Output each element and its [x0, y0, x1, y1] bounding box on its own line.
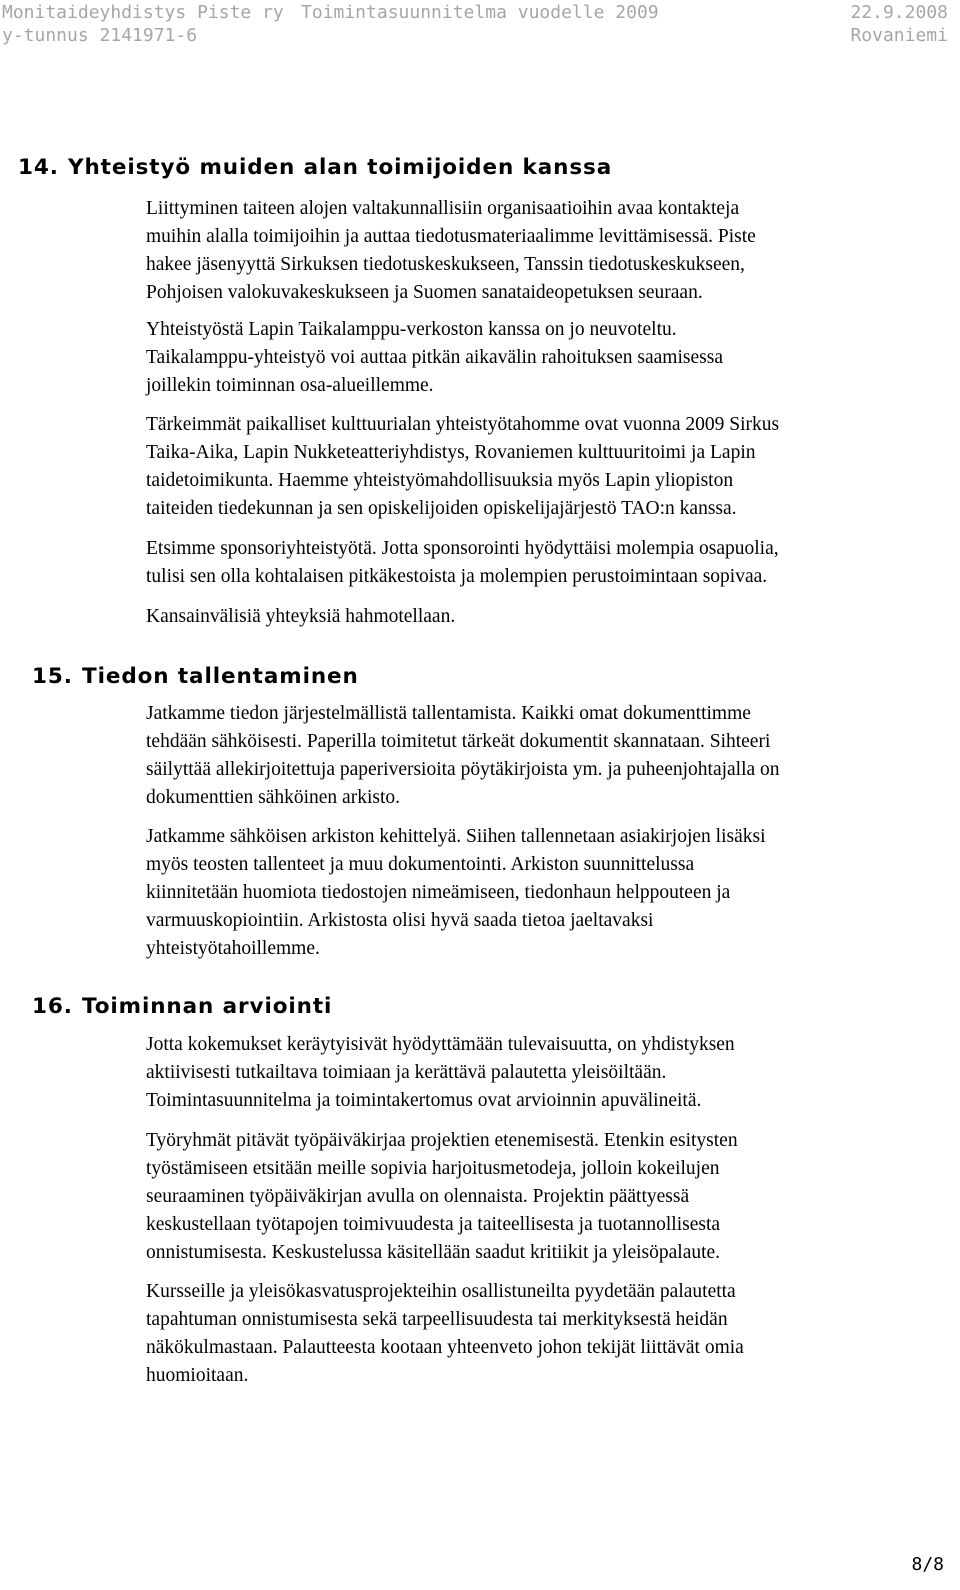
section-14-paragraph-1 — [146, 195, 946, 307]
text-line: onnistumisesta. Keskustelussa käsitellään saadut kritiikit ja yleisöpalaute. — [146, 1242, 721, 1263]
text-line: Taikalamppu-yhteistyö voi auttaa pitkän aikavälin rahoituksen saamisessa — [146, 347, 723, 368]
text-line: joillekin toiminnan osa-alueillemme. — [146, 375, 434, 396]
text-line: keskustellaan työtapojen toimivuudesta ja taiteellisesta ja tuotannollisesta — [146, 1214, 721, 1235]
text-line: taidetoimikunta. Haemme yhteistyömahdollisuuksia myös Lapin yliopiston — [146, 470, 734, 491]
text-line: Kursseille ja yleisökasvatusprojekteihin osallistuneilta pyydetään palautetta — [146, 1281, 736, 1302]
text-line: Etsimme sponsoriyhteistyötä. Jotta sponsorointi hyödyttäisi molempia osapuolia, — [146, 538, 779, 559]
page-header-row-1 — [0, 2, 960, 24]
text-line: Taika-Aika, Lapin Nukketeatteriyhdistys, Rovaniemen kulttuuritoimi ja Lapin — [146, 442, 756, 463]
section-number: 14. — [18, 155, 59, 180]
section-heading-16 — [32, 993, 332, 1021]
text-line: Tärkeimmät paikalliset kulttuurialan yhteistyötahomme ovat vuonna 2009 Sirkus — [146, 414, 780, 435]
section-number: 15. — [32, 664, 73, 689]
header-location: Rovaniemi — [850, 25, 948, 46]
text-line: Liittyminen taiteen alojen valtakunnallisiin organisaatioihin avaa kontakteja — [146, 198, 740, 219]
section-title: Toiminnan arviointi — [82, 994, 333, 1019]
section-number: 16. — [32, 994, 73, 1019]
text-line: seuraaminen työpäiväkirjan avulla on olennaista. Projektin päättyessä — [146, 1186, 690, 1207]
text-line: tapahtuman onnistumisesta sekä tarpeellisuudesta tai merkityksestä heidän — [146, 1309, 728, 1330]
section-14-paragraph-5 — [146, 603, 946, 631]
header-organization: Monitaideyhdistys Piste ry — [2, 2, 284, 23]
text-line: Jotta kokemukset keräytyisivät hyödyttämään tulevaisuutta, on yhdistyksen — [146, 1034, 735, 1055]
text-line: muihin alalla toimijoihin ja auttaa tiedotusmateriaalimme levittämisessä. Piste — [146, 226, 756, 247]
text-line: huomioitaan. — [146, 1365, 249, 1386]
section-16-paragraph-2 — [146, 1127, 946, 1267]
section-14-paragraph-4 — [146, 535, 946, 591]
header-date: 22.9.2008 — [850, 2, 948, 23]
text-line: Kansainvälisiä yhteyksiä hahmotellaan. — [146, 606, 456, 627]
text-line: tulisi sen olla kohtalaisen pitkäkestoista ja molempien perustoimintaan sopivaa. — [146, 566, 768, 587]
section-title: Tiedon tallentaminen — [82, 664, 359, 689]
text-line: hakee jäsenyyttä Sirkuksen tiedotuskeskukseen, Tanssin tiedotuskeskukseen, — [146, 254, 745, 275]
text-line: Pohjoisen valokuvakeskukseen ja Suomen sanataideopetuksen seuraan. — [146, 282, 703, 303]
header-document-title: Toimintasuunnitelma vuodelle 2009 — [301, 2, 659, 23]
text-line: varmuuskopiointiin. Arkistosta olisi hyvä saada tietoa jaeltavaksi — [146, 910, 654, 931]
text-line: Jatkamme tiedon järjestelmällistä tallentamista. Kaikki omat dokumenttimme — [146, 703, 751, 724]
page-number: 8/8 — [911, 1554, 944, 1575]
text-line: Työryhmät pitävät työpäiväkirjaa projektien etenemisestä. Etenkin esitysten — [146, 1130, 738, 1151]
text-line: työstämiseen etsitään meille sopivia harjoitusmetodeja, jolloin kokeilujen — [146, 1158, 720, 1179]
section-title: Yhteistyö muiden alan toimijoiden kanssa — [68, 155, 613, 180]
text-line: säilyttää allekirjoitettuja paperiversioita pöytäkirjoista ym. ja puheenjohtajalla on — [146, 759, 780, 780]
text-line: kiinnitetään huomiota tiedostojen nimeämiseen, tiedonhaun helppouteen ja — [146, 882, 731, 903]
page-header-row-2 — [0, 25, 960, 47]
text-line: näkökulmastaan. Palautteesta kootaan yhteenveto johon tekijät liittävät omia — [146, 1337, 744, 1358]
text-line: aktiivisesti tutkailtava toimiaan ja kerättävä palautetta yleisöiltään. — [146, 1062, 667, 1083]
section-14-paragraph-2 — [146, 316, 946, 400]
text-line: myös teosten tallenteet ja muu dokumentointi. Arkiston suunnittelussa — [146, 854, 695, 875]
header-business-id: y-tunnus 2141971-6 — [2, 25, 198, 46]
section-16-paragraph-3 — [146, 1278, 946, 1390]
text-line: yhteistyötahoillemme. — [146, 938, 320, 959]
text-line: Toimintasuunnitelma ja toimintakertomus ovat arvioinnin apuvälineitä. — [146, 1090, 702, 1111]
section-heading-14 — [18, 154, 612, 182]
text-line: Jatkamme sähköisen arkiston kehittelyä. Siihen tallennetaan asiakirjojen lisäksi — [146, 826, 766, 847]
section-15-paragraph-2 — [146, 823, 946, 963]
text-line: dokumenttien sähköinen arkisto. — [146, 787, 400, 808]
section-14-paragraph-3 — [146, 411, 946, 523]
text-line: tehdään sähköisesti. Paperilla toimitetut tärkeät dokumentit skannataan. Sihteeri — [146, 731, 771, 752]
section-15-paragraph-1 — [146, 700, 946, 812]
text-line: Yhteistyöstä Lapin Taikalamppu-verkoston kanssa on jo neuvoteltu. — [146, 319, 677, 340]
section-16-paragraph-1 — [146, 1031, 946, 1115]
section-heading-15 — [32, 663, 359, 691]
text-line: taiteiden tiedekunnan ja sen opiskelijoiden opiskelijajärjestö TAO:n kanssa. — [146, 498, 737, 519]
